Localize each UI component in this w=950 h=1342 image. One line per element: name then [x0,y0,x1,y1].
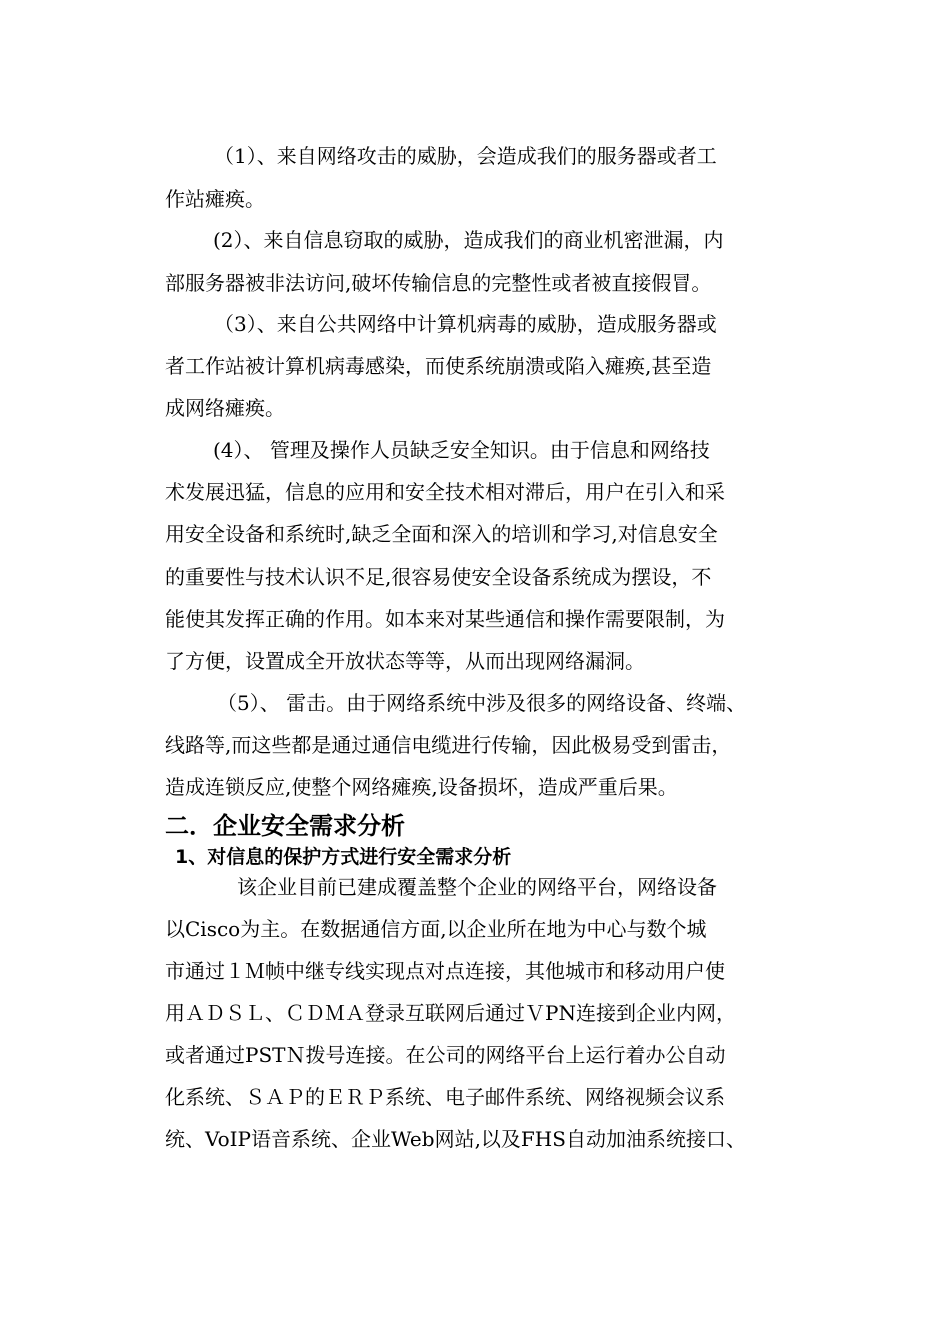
section-heading: 二．企业安全需求分析 [165,812,405,840]
item-4-line-2: 术发展迅猛，信息的应用和安全技术相对滞后，用户在引入和采 [165,480,725,504]
item-5-line-1: （5）、 雷击。由于网络系统中涉及很多的网络设备、终端、 [217,691,747,715]
item-1-line-1: （1）、来自网络攻击的威胁，会造成我们的服务器或者工 [214,144,717,168]
item-1-line-2: 作站瘫痪。 [165,187,265,211]
item-5-line-3: 造成连锁反应,使整个网络瘫痪,设备损坏，造成严重后果。 [165,775,678,799]
item-5-line-2: 线路等,而这些都是通过通信电缆进行传输，因此极易受到雷击， [165,733,732,757]
paragraph-line-4: 用ＡＤＳＬ、ＣＤＭＡ登录互联网后通过ＶPN连接到企业内网， [165,1001,736,1025]
paragraph-line-1: 该企业目前已建成覆盖整个企业的网络平台，网络设备 [237,875,717,899]
item-3-line-2: 者工作站被计算机病毒感染，而使系统崩溃或陷入瘫痪,甚至造 [165,354,712,378]
item-4-line-4: 的重要性与技术认识不足,很容易使安全设备系统成为摆设，不 [165,565,712,589]
item-2-line-1: (2）、来自信息窃取的威胁，造成我们的商业机密泄漏，内 [213,228,724,252]
paragraph-line-2: 以Cisco为主。在数据通信方面,以企业所在地为中心与数个城 [165,917,707,941]
item-2-line-2: 部服务器被非法访问,破坏传输信息的完整性或者被直接假冒。 [165,271,712,295]
item-3-line-1: （3）、来自公共网络中计算机病毒的威胁，造成服务器或 [214,312,717,336]
item-3-line-3: 成网络瘫痪。 [165,396,285,420]
paragraph-line-5: 或者通过PSTＮ拨号连接。在公司的网络平台上运行着办公自动 [165,1043,726,1067]
paragraph-line-3: 市通过１Ｍ帧中继专线实现点对点连接，其他城市和移动用户使 [165,959,725,983]
paragraph-line-7: 统、VoIP语音系统、企业Web网站,以及FHS自动加油系统接口、 [165,1127,746,1151]
item-4-line-6: 了方便，设置成全开放状态等等，从而出现网络漏洞。 [165,649,645,673]
item-4-line-1: (4）、 管理及操作人员缺乏安全知识。由于信息和网络技 [213,438,710,462]
paragraph-line-6: 化系统、ＳＡＰ的ＥＲＰ系统、电子邮件系统、网络视频会议系 [165,1085,725,1109]
item-4-line-3: 用安全设备和系统时,缺乏全面和深入的培训和学习,对信息安全 [165,522,718,546]
section-subheading: 1、对信息的保护方式进行安全需求分析 [175,846,512,868]
item-4-line-5: 能使其发挥正确的作用。如本来对某些通信和操作需要限制，为 [165,607,725,631]
